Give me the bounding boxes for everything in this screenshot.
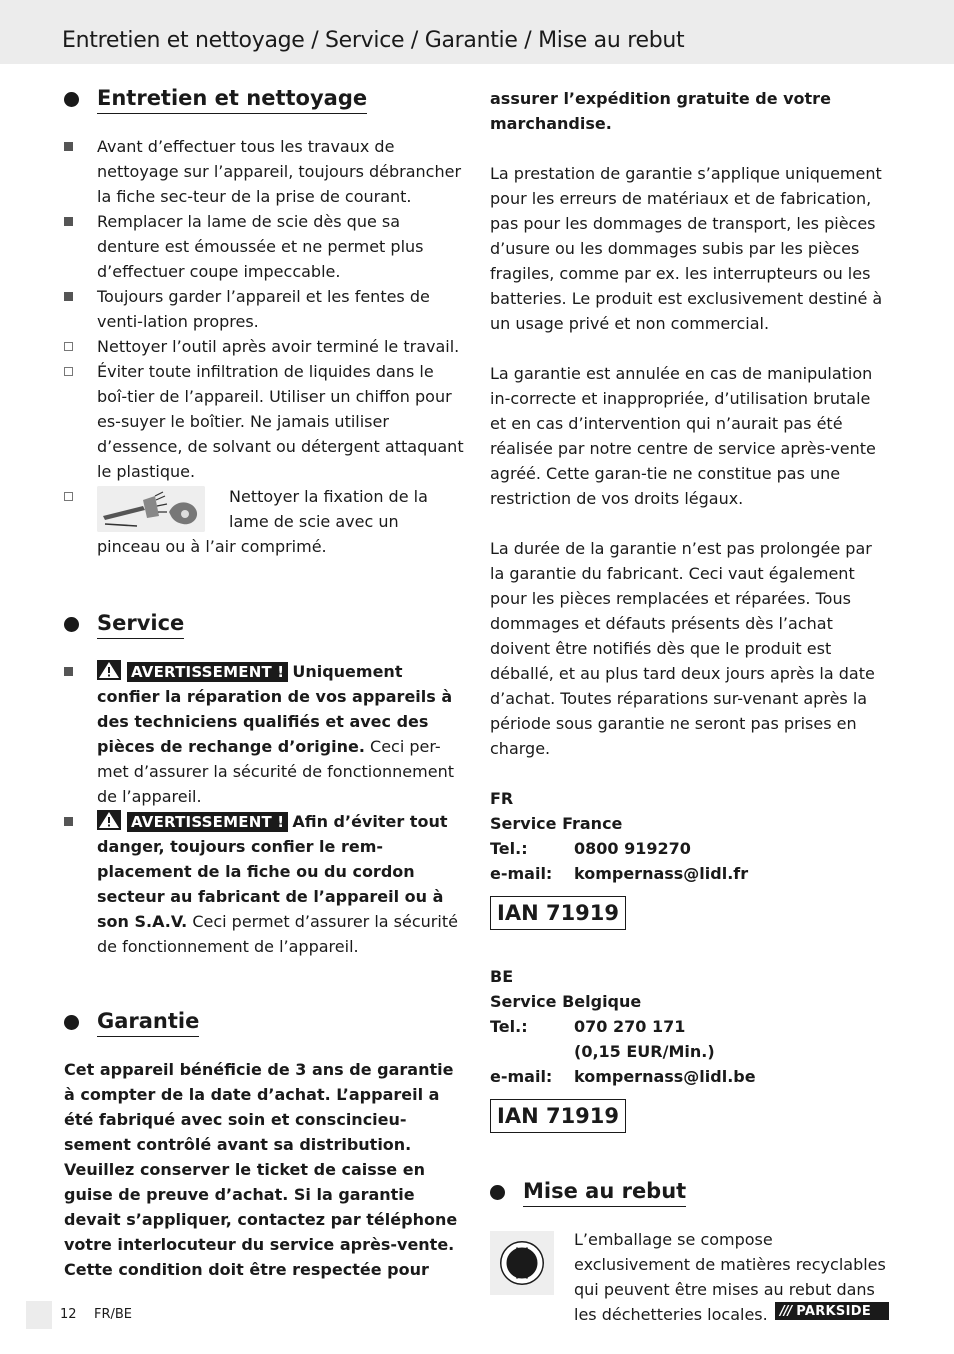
ian-box: IAN 71919 (490, 1099, 626, 1133)
warning-triangle-icon (97, 810, 121, 830)
parkside-logo: /// PARKSIDE (775, 1302, 889, 1320)
service-list (64, 659, 464, 959)
heading-text: Mise au rebut (523, 1177, 686, 1207)
bullet-dot-icon (64, 1015, 79, 1030)
list-item: Nettoyer l’outil après avoir terminé le travail. (64, 334, 464, 359)
square-bullet-icon (64, 667, 73, 676)
list-item: Toujours garder l’appareil et les fentes de venti-lation propres. (64, 284, 464, 334)
section-heading-garantie (64, 1007, 464, 1037)
warning-label: AVERTISSEMENT ! (127, 662, 288, 682)
recycle-green-dot-icon (490, 1231, 554, 1295)
heading-text: Service (97, 609, 184, 639)
garantie-intro-continued: assurer l’expédition gratuite de votre marchandise. (490, 89, 831, 133)
garantie-paragraph: La durée de la garantie n’est pas prolongée par la garantie du fabricant. Ceci vaut également pour les pièces remplacées et réparées. Tous dommages et défauts présents dès l’achat doivent être notifiés dès que le produit est déballé, et au plus tard deux jours après la date d’achat. Toutes réparations sur-venant après la période sous garantie ne seront pas prises en charge. (490, 539, 875, 758)
list-item: AVERTISSEMENT ! Uniquement confier la réparation de vos appareils à des techniciens qualifiés et avec des pièces de rechange d’origine. Ceci per-met d’assurer la sécurité de fonctionnement de l’appareil. (64, 659, 464, 809)
section-heading-mise-au-rebut (490, 1177, 890, 1207)
ian-box: IAN 71919 (490, 896, 626, 930)
warning-triangle-icon (97, 660, 121, 680)
section-heading-entretien (64, 84, 464, 114)
phone-rate: (0,15 EUR/Min.) (574, 1042, 715, 1061)
hollow-square-bullet-icon (64, 342, 73, 351)
garantie-paragraph: La garantie est annulée en cas de manipulation in-correcte et inappropriée, d’utilisation brutale et en cas d’intervention qui n’aurait pas été réalisée par notre centre de service après-vente agréé. Cette garan-tie ne constitue pas une restriction de vos droits légaux. (490, 364, 876, 508)
square-bullet-icon (64, 817, 73, 826)
hollow-square-bullet-icon (64, 367, 73, 376)
list-item: Avant d’effectuer tous les travaux de nettoyage sur l’appareil, toujours débrancher la fiche sec-teur de la prise de courant. (64, 134, 464, 209)
phone-number: 070 270 171 (574, 1017, 686, 1036)
page-number-box (26, 1301, 52, 1329)
list-item: AVERTISSEMENT ! Afin d’éviter tout danger, toujours confier le rem-placement de la fiche ou du cordon secteur au fabricant de l’appareil ou à son S.A.V. Ceci permet d’assurer la sécurité de fonctionnement de l’appareil. (64, 809, 464, 959)
language-code: FR/BE (94, 1307, 133, 1322)
left-column (64, 84, 464, 1282)
garantie-paragraph: La prestation de garantie s’applique uniquement pour les erreurs de matériaux et de fabrication, pas pour les dommages de transport, les pièces d’usure ou les dommages subis par les pièces fragiles, comme par ex. les interrupteurs ou les batteries. Le produit est exclusivement destiné à un usage privé et non commercial. (490, 164, 883, 333)
page-title: Entretien et nettoyage / Service / Garantie / Mise au rebut (62, 28, 685, 53)
contact-france: FR Service France Tel.: 0800 919270 e-mail: kompernass@lidl.fr IAN 71919 (490, 786, 890, 930)
heading-text: Garantie (97, 1007, 199, 1037)
email-address: kompernass@lidl.be (574, 1067, 756, 1086)
mise-au-rebut-text: L’emballage se compose exclusivement de matières recyclables qui peuvent être mises au rebut dans les déchetteries locales. (574, 1230, 886, 1324)
square-bullet-icon (64, 217, 73, 226)
right-column (490, 86, 890, 1327)
list-item: Nettoyer la fixation de la lame de scie avec un pinceau ou à l’air comprimé. (64, 484, 464, 559)
brush-cleaning-illustration-icon (97, 486, 205, 532)
square-bullet-icon (64, 142, 73, 151)
bullet-dot-icon (64, 617, 79, 632)
heading-text: Entretien et nettoyage (97, 84, 367, 114)
contact-belgique: BE Service Belgique Tel.: 070 270 171 (0,15 EUR/Min.) e-mail: kompernass@lidl.be IAN 71919 (490, 964, 890, 1133)
page-number: 12 (60, 1307, 77, 1322)
bullet-dot-icon (64, 92, 79, 107)
list-item: Remplacer la lame de scie dès que sa denture est émoussée et ne permet plus d’effectuer coupe impeccable. (64, 209, 464, 284)
hollow-square-bullet-icon (64, 492, 73, 501)
square-bullet-icon (64, 292, 73, 301)
phone-number: 0800 919270 (574, 839, 691, 858)
section-heading-service (64, 609, 464, 639)
email-address: kompernass@lidl.fr (574, 864, 749, 883)
entretien-list (64, 134, 464, 559)
garantie-intro: Cet appareil bénéficie de 3 ans de garantie à compter de la date d’achat. L’appareil a été fabriqué avec soin et conscincieu-sement contrôlé avant sa distribution. Veuillez conserver le ticket de caisse en guise de preuve d’achat. Si la garantie devait s’appliquer, contactez par téléphone votre interlocuteur du service après-vente. Cette condition doit être respectée pour (64, 1060, 458, 1279)
warning-label: AVERTISSEMENT ! (127, 812, 288, 832)
bullet-dot-icon (490, 1185, 505, 1200)
list-item: Éviter toute infiltration de liquides dans le boî-tier de l’appareil. Utiliser un chiffon pour es-suyer le boîtier. Ne jamais utiliser d’essence, de solvant ou détergent attaquant le plastique. (64, 359, 464, 484)
